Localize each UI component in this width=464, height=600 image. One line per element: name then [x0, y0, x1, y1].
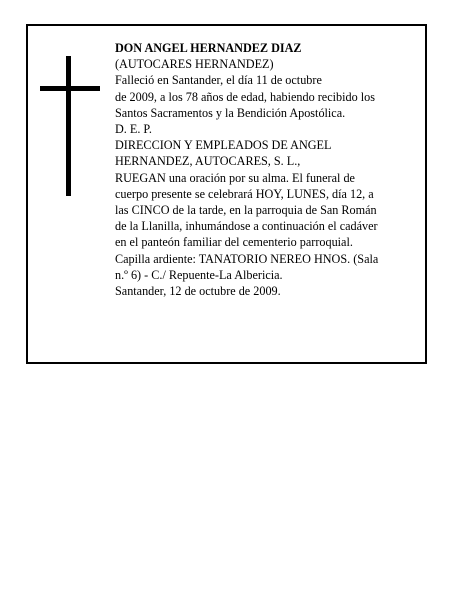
death-notice-line: Santos Sacramentos y la Bendición Apostólica. — [115, 105, 346, 120]
cross-horizontal-bar — [40, 86, 100, 91]
cross-vertical-bar — [66, 56, 71, 196]
funeral-line: en el panteón familiar del cementerio parroquial. — [115, 235, 353, 250]
death-notice-line: Falleció en Santander, el día 11 de octubre — [115, 73, 322, 88]
obituary-notice — [26, 24, 427, 364]
funeral-line: cuerpo presente se celebrará HOY, LUNES, día 12, a — [115, 186, 374, 201]
mourners-line: HERNANDEZ, AUTOCARES, S. L., — [115, 154, 301, 169]
company-name: (AUTOCARES HERNANDEZ) — [115, 57, 274, 72]
deceased-name: DON ANGEL HERNANDEZ DIAZ — [115, 41, 302, 55]
funeral-line: RUEGAN una oración por su alma. El funeral de — [115, 170, 355, 185]
latin-cross-icon — [40, 56, 100, 196]
funeral-line: las CINCO de la tarde, en la parroquia de San Román — [115, 203, 377, 218]
chapel-line: n.º 6) - C./ Repuente-La Albericia. — [115, 267, 283, 282]
mourners-line: DIRECCION Y EMPLEADOS DE ANGEL — [115, 138, 332, 153]
death-notice-line: de 2009, a los 78 años de edad, habiendo recibido los — [115, 89, 375, 104]
notice-date: Santander, 12 de octubre de 2009. — [115, 284, 281, 299]
funeral-line: de la Llanilla, inhumándose a continuación el cadáver — [115, 219, 378, 234]
chapel-line: Capilla ardiente: TANATORIO NEREO HNOS. (Sala — [115, 251, 379, 266]
rest-in-peace: D. E. P. — [115, 122, 152, 137]
obituary-text — [115, 40, 421, 299]
